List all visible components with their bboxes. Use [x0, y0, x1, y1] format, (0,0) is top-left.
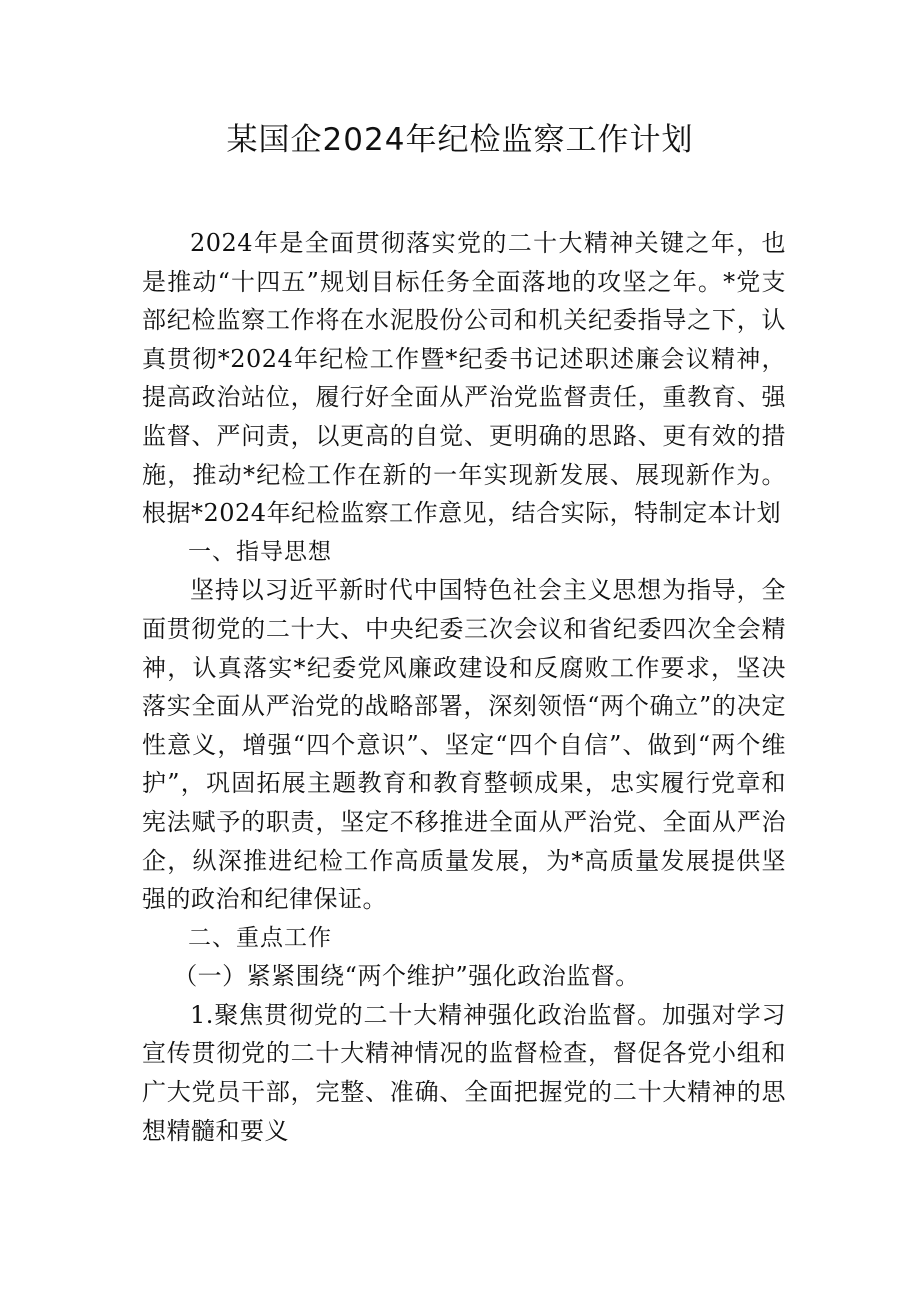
- key-work-item-1-paragraph: 1.聚焦贯彻党的二十大精神强化政治监督。加强对学习宣传贯彻党的二十大精神情况的监督检查，督促各党小组和广大党员干部，完整、准确、全面把握党的二十大精神的思想精髓和要义: [142, 1000, 786, 1145]
- intro-paragraph: 2024年是全面贯彻落实党的二十大精神关键之年，也是推动“十四五”规划目标任务全面落地的攻坚之年。*党支部纪检监察工作将在水泥股份公司和机关纪委指导之下，认真贯彻*2024年纪检工作暨*纪委书记述职述廉会议精神，提高政治站位，履行好全面从严治党监督责任，重教育、强监督、严问责，以更高的自觉、更明确的思路、更有效的措施，推动*纪检工作在新的一年实现新发展、展现新作为。根据*2024年纪检监察工作意见，结合实际，特制定本计划: [142, 229, 786, 528]
- section-heading-key-work: 二、重点工作: [188, 924, 332, 951]
- document-body: [142, 224, 786, 1150]
- guiding-ideology-paragraph: 坚持以习近平新时代中国特色社会主义思想为指导，全面贯彻党的二十大、中央纪委三次会议和省纪委四次全会精神，认真落实*纪委党风廉政建设和反腐败工作要求，坚决落实全面从严治党的战略部署，深刻领悟“两个确立”的决定性意义，增强“四个意识”、坚定“四个自信”、做到“两个维护”，巩固拓展主题教育和教育整顿成果，忠实履行党章和宪法赋予的职责，坚定不移推进全面从严治党、全面从严治企，纵深推进纪检工作高质量发展，为*高质量发展提供坚强的政治和纪律保证。: [142, 576, 786, 914]
- section-heading-guiding-ideology: 一、指导思想: [188, 538, 332, 565]
- document-title: 某国企2024年纪检监察工作计划: [226, 122, 694, 158]
- key-work-subheading-1: （一）紧紧围绕“两个维护”强化政治监督。: [173, 962, 640, 991]
